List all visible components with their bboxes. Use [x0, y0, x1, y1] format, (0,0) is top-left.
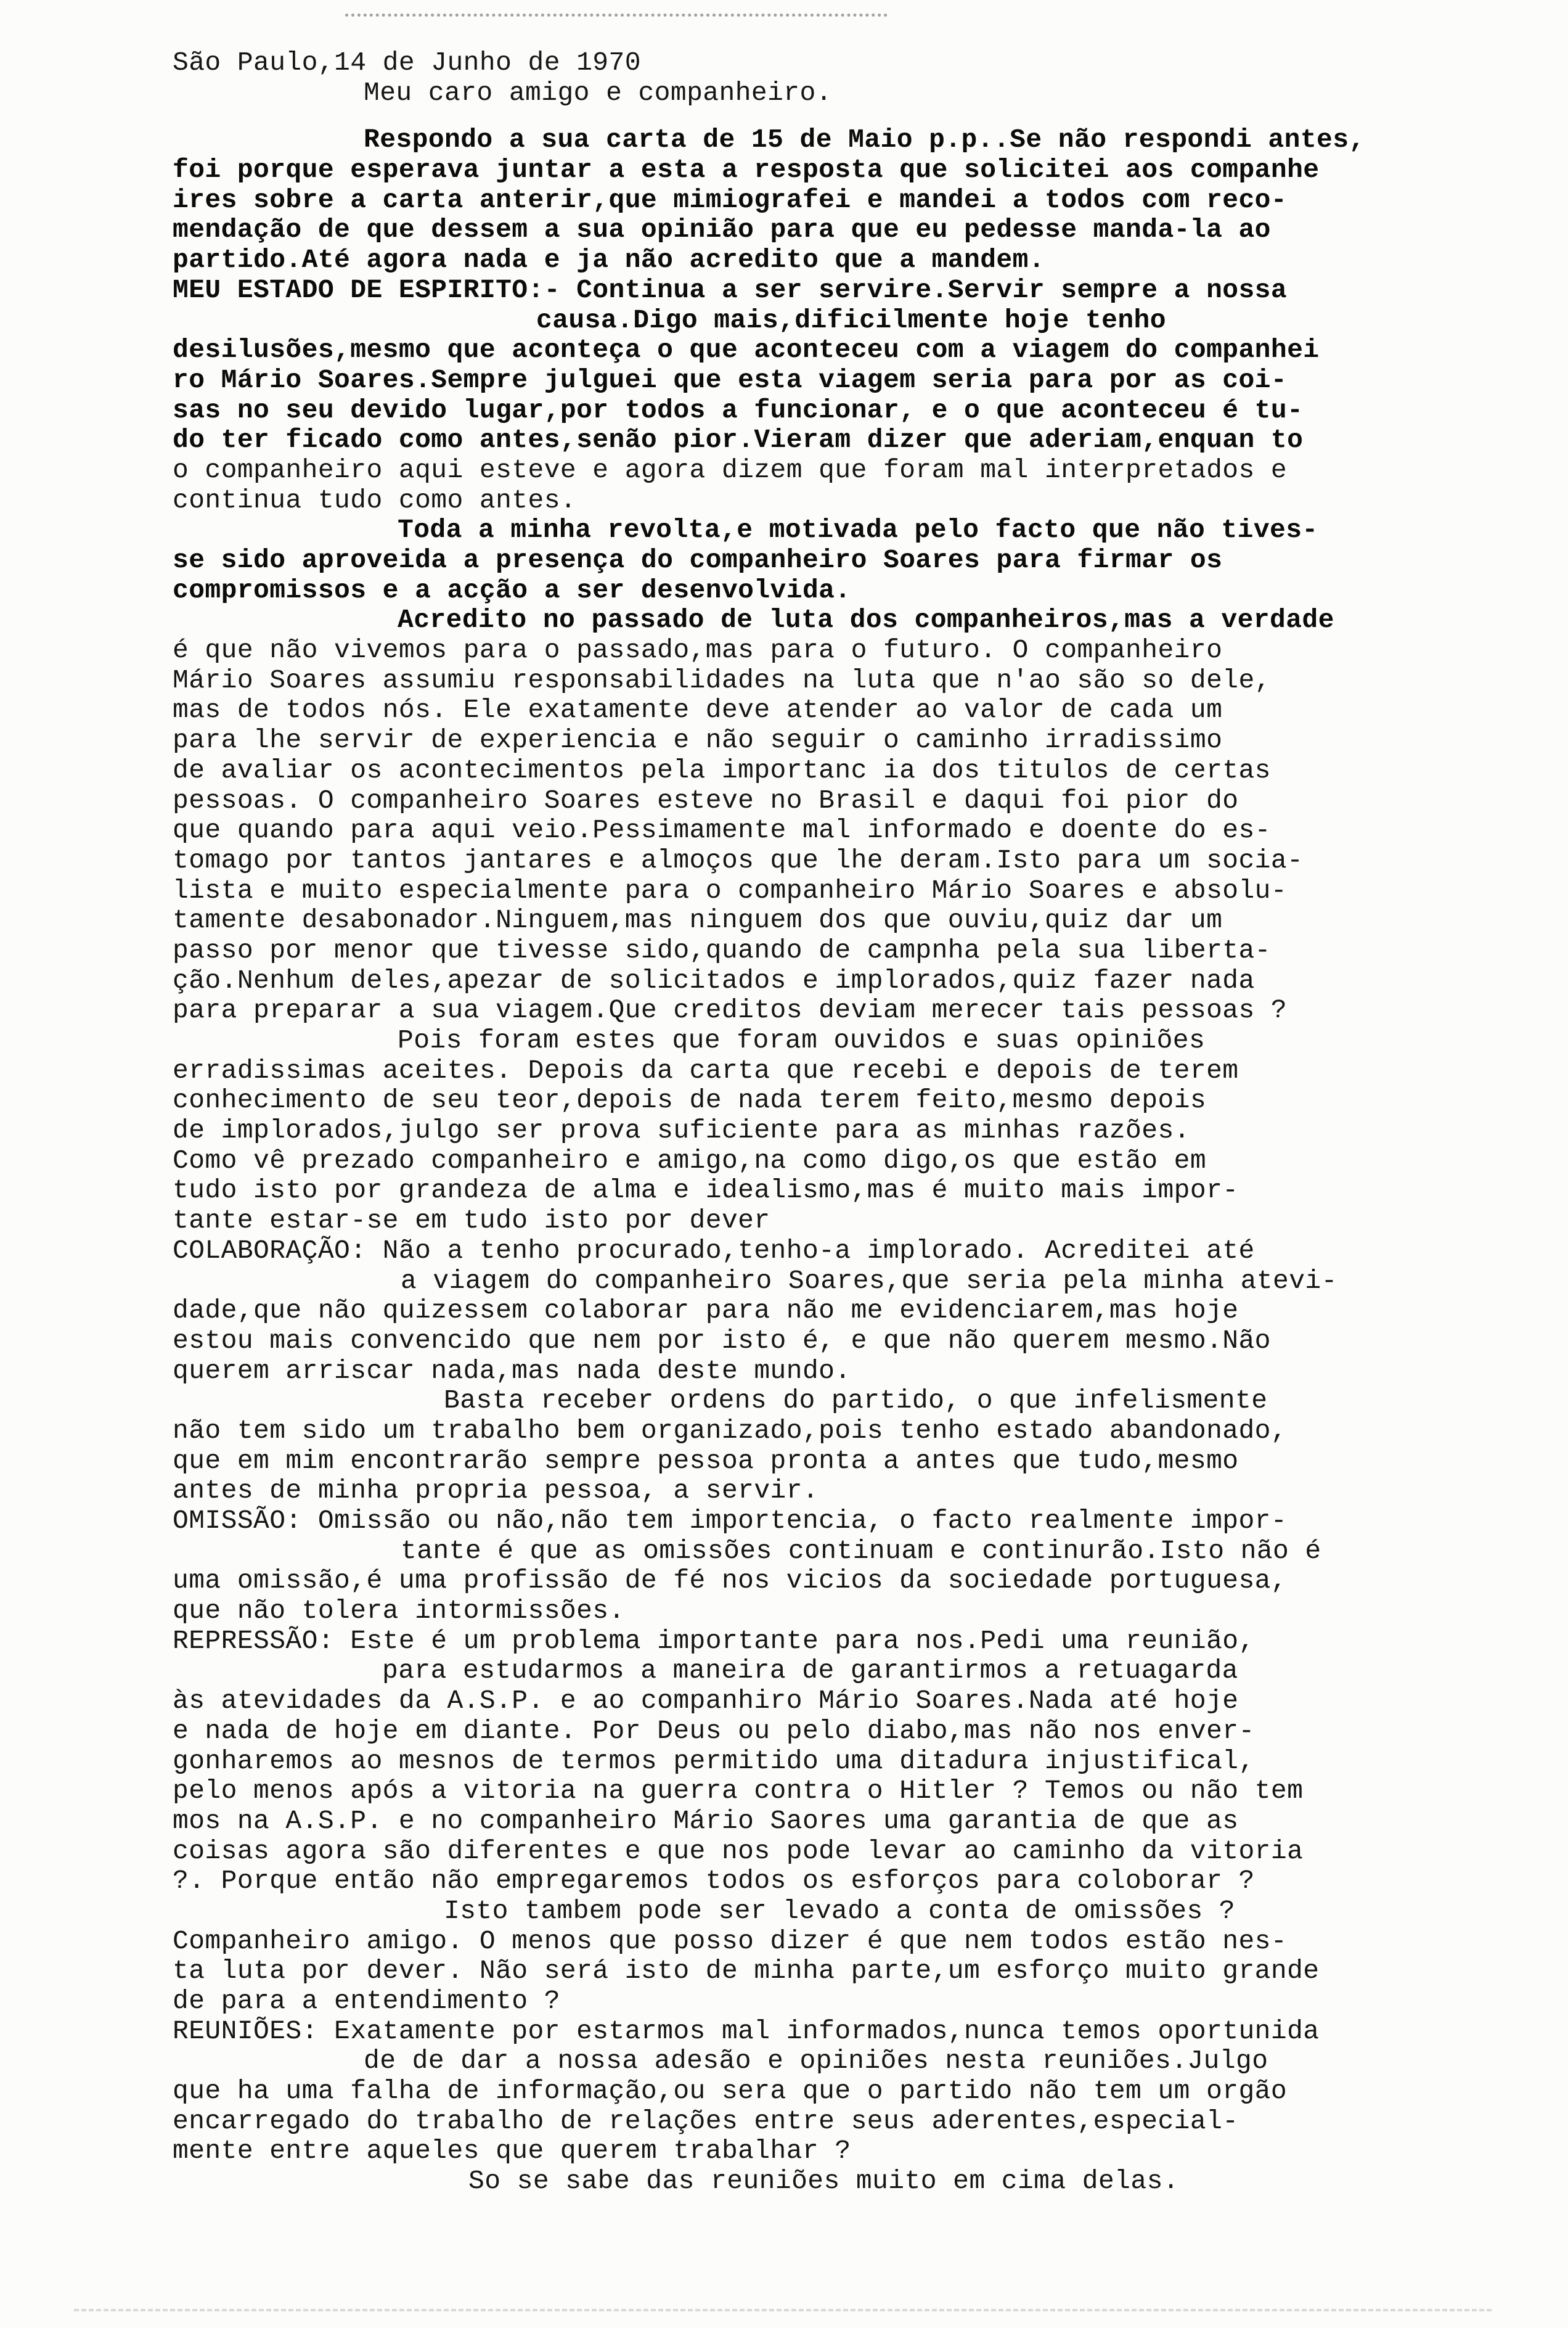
- letter-line: OMISSÃO: Omissão ou não,não tem importencia, o facto realmente impor-: [173, 1506, 1288, 1536]
- letter-line: ção.Nenhum deles,apezar de solicitados e implorados,quiz fazer nada: [173, 965, 1255, 996]
- letter-body: [173, 48, 1516, 2197]
- letter-line: conhecimento de seu teor,depois de nada terem feito,mesmo depois: [173, 1085, 1207, 1116]
- letter-line: ires sobre a carta anterir,que mimiografei e mandei a todos com reco-: [173, 184, 1288, 215]
- letter-line: REUNIÕES: Exatamente por estarmos mal informados,nunca temos oportunida: [173, 2015, 1320, 2046]
- letter-line: tante estar-se em tudo isto por dever: [173, 1205, 770, 1236]
- letter-line: Mário Soares assumiu responsabilidades na luta que n'ao são so dele,: [173, 665, 1271, 695]
- letter-line: REPRESSÃO: Este é um problema importante para nos.Pedi uma reunião,: [173, 1625, 1255, 1656]
- letter-line: encarregado do trabalho de relações entre seus aderentes,especial-: [173, 2105, 1239, 2136]
- letter-line: não tem sido um trabalho bem organizado,pois tenho estado abandonado,: [173, 1415, 1288, 1446]
- letter-line: Acredito no passado de luta dos companheiros,mas a verdade: [398, 605, 1334, 636]
- letter-line: lista e muito especialmente para o companheiro Mário Soares e absolu-: [173, 875, 1288, 906]
- bottom-smudge: [74, 2309, 1492, 2318]
- paragraph-gap: [173, 108, 1516, 125]
- letter-line: foi porque esperava juntar a esta a resposta que solicitei aos companhe: [173, 155, 1320, 186]
- letter-line: às atevidades da A.S.P. e ao companhiro Mário Soares.Nada até hoje: [173, 1686, 1239, 1716]
- letter-line: para preparar a sua viagem.Que creditos deviam merecer tais pessoas ?: [173, 995, 1288, 1026]
- letter-line: dade,que não quizessem colaborar para não me evidenciarem,mas hoje: [173, 1295, 1239, 1326]
- letter-line: Toda a minha revolta,e motivada pelo facto que não tives-: [398, 515, 1318, 546]
- letter-line: coisas agora são diferentes e que nos pode levar ao caminho da vitoria: [173, 1835, 1304, 1866]
- letter-line: uma omissão,é uma profissão de fé nos vicios da sociedade portuguesa,: [173, 1565, 1288, 1596]
- letter-line: estou mais convencido que nem por isto é, e que não querem mesmo.Não: [173, 1325, 1271, 1356]
- letter-line: ro Mário Soares.Sempre julguei que esta viagem seria para por as coi-: [173, 364, 1288, 395]
- letter-line: que em mim encontrarão sempre pessoa pronta a antes que tudo,mesmo: [173, 1445, 1239, 1476]
- top-smudge: [345, 0, 888, 17]
- letter-line: pessoas. O companheiro Soares esteve no Brasil e daqui foi pior do: [173, 785, 1239, 816]
- letter-line: que quando para aqui veio.Pessimamente mal informado e doente do es-: [173, 815, 1271, 846]
- letter-line: antes de minha propria pessoa, a servir.: [173, 1475, 819, 1506]
- letter-line: para lhe servir de experiencia e não seguir o caminho irradissimo: [173, 725, 1223, 756]
- letter-line: MEU ESTADO DE ESPIRITO:- Continua a ser servire.Servir sempre a nossa: [173, 274, 1288, 305]
- letter-line: Pois foram estes que foram ouvidos e suas opiniões: [398, 1025, 1206, 1055]
- letter-line: do ter ficado como antes,senão pior.Vieram dizer que aderiam,enquan to: [173, 425, 1304, 456]
- letter-line: se sido aproveida a presença do companheiro Soares para firmar os: [173, 545, 1223, 575]
- letter-line: o companheiro aqui esteve e agora dizem que foram mal interpretados e: [173, 454, 1288, 485]
- letter-line: Basta receber ordens do partido, o que infelismente: [444, 1385, 1268, 1416]
- letter-line: partido.Até agora nada e ja não acredito que a mandem.: [173, 245, 1045, 276]
- letter-line: pelo menos após a vitoria na guerra contra o Hitler ? Temos ou não tem: [173, 1776, 1304, 1806]
- letter-line: tamente desabonador.Ninguem,mas ninguem dos que ouviu,quiz dar um: [173, 905, 1223, 936]
- letter-line: e nada de hoje em diante. Por Deus ou pelo diabo,mas não nos enver-: [173, 1715, 1255, 1746]
- letter-line: sas no seu devido lugar,por todos a funcionar, e o que aconteceu é tu-: [173, 395, 1304, 425]
- letter-line: Como vê prezado companheiro e amigo,na como digo,os que estão em: [173, 1145, 1207, 1176]
- letter-line: continua tudo como antes.: [173, 485, 577, 515]
- letter-line: Meu caro amigo e companheiro.: [364, 77, 832, 108]
- letter-line: mas de todos nós. Ele exatamente deve atender ao valor de cada um: [173, 695, 1223, 726]
- letter-line: de implorados,julgo ser prova suficiente para as minhas razões.: [173, 1115, 1190, 1146]
- letter-line: de avaliar os acontecimentos pela importanc ia dos titulos de certas: [173, 755, 1271, 785]
- letter-line: é que não vivemos para o passado,mas para o futuro. O companheiro: [173, 635, 1223, 666]
- letter-line: passo por menor que tivesse sido,quando de campnha pela sua liberta-: [173, 935, 1271, 965]
- letter-line: compromissos e a acção a ser desenvolvida.: [173, 575, 851, 605]
- letter-line: gonharemos ao mesnos de termos permitido uma ditadura injustifical,: [173, 1745, 1255, 1776]
- letter-line: Companheiro amigo. O menos que posso dizer é que nem todos estão nes-: [173, 1925, 1288, 1956]
- letter-line: querem arriscar nada,mas nada deste mundo.: [173, 1355, 851, 1386]
- letter-line: que não tolera intormissões.: [173, 1596, 625, 1626]
- letter-line: de de dar a nossa adesão e opiniões nesta reuniões.Julgo: [364, 2046, 1268, 2076]
- letter-line: ta luta por dever. Não será isto de minha parte,um esforço muito grande: [173, 1956, 1320, 1986]
- letter-line: erradissimas aceites. Depois da carta que recebi e depois de terem: [173, 1055, 1239, 1086]
- letter-line: COLABORAÇÃO: Não a tenho procurado,tenho-a implorado. Acreditei até: [173, 1235, 1255, 1266]
- letter-line: de para a entendimento ?: [173, 1986, 560, 2016]
- letter-line: Isto tambem pode ser levado a conta de omissões ?: [444, 1895, 1236, 1926]
- letter-line: causa.Digo mais,dificilmente hoje tenho: [536, 305, 1166, 335]
- letter-line: mente entre aqueles que querem trabalhar ?: [173, 2136, 851, 2166]
- letter-line: tudo isto por grandeza de alma e idealismo,mas é muito mais impor-: [173, 1175, 1239, 1206]
- letter-line: So se sabe das reuniões muito em cima delas.: [468, 2166, 1179, 2197]
- letter-line: desilusões,mesmo que aconteça o que aconteceu com a viagem do companhei: [173, 335, 1320, 366]
- letter-line: mos na A.S.P. e no companheiro Mário Saores uma garantia de que as: [173, 1805, 1239, 1836]
- letter-line: ?. Porque então não empregaremos todos os esforços para coloborar ?: [173, 1866, 1255, 1896]
- letter-line: Respondo a sua carta de 15 de Maio p.p..Se não respondi antes,: [364, 125, 1365, 155]
- letter-line: a viagem do companheiro Soares,que seria pela minha atevi-: [401, 1265, 1337, 1296]
- letter-line: tomago por tantos jantares e almoços que lhe deram.Isto para um socia-: [173, 845, 1304, 875]
- letter-line: São Paulo,14 de Junho de 1970: [173, 47, 641, 78]
- letter-line: para estudarmos a maneira de garantirmos a retuagarda: [382, 1655, 1238, 1686]
- letter-line: que ha uma falha de informação,ou sera que o partido não tem um orgão: [173, 2076, 1288, 2107]
- letter-line: mendação de que dessem a sua opinião para que eu pedesse manda-la ao: [173, 215, 1271, 245]
- letter-line: tante é que as omissões continuam e continurão.Isto não é: [401, 1535, 1321, 1566]
